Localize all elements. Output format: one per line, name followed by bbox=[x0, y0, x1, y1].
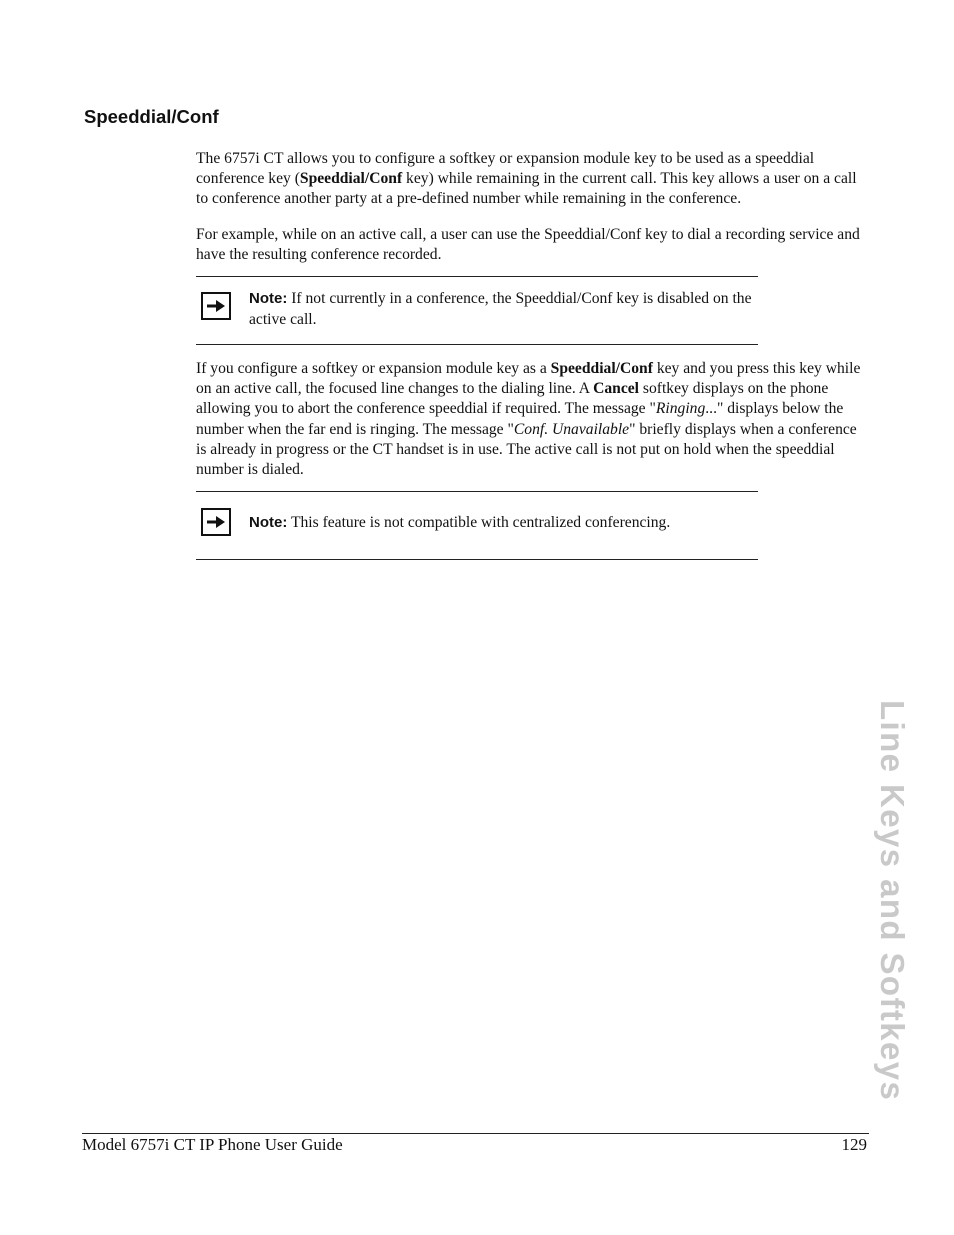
note-2-text bbox=[249, 513, 759, 534]
intro-text-b: key) while remaining in the current call. This key allows a user on a call to conference another party at a pre-defined number while remaining in the conference. bbox=[196, 170, 857, 208]
intro-text-a: The 6757i CT allows you to configure a softkey or expansion module key to be used as a speeddial conference key ( bbox=[196, 150, 815, 188]
note-2-label: Note: bbox=[249, 514, 288, 531]
behavior-bold-key: Speeddial/Conf bbox=[550, 360, 653, 377]
note-box-2 bbox=[196, 491, 758, 560]
footer-divider bbox=[82, 1133, 869, 1134]
note-1-label: Note: bbox=[249, 290, 288, 307]
behavior-text-3: softkey displays on the phone allowing you to abort the conference speeddial if required. The message " bbox=[196, 380, 829, 418]
behavior-text-2: key and you press this key while on an active call, the focused line changes to the dialing line. A bbox=[196, 360, 861, 398]
section-heading: Speeddial/Conf bbox=[84, 106, 219, 127]
example-paragraph: For example, while on an active call, a user can use the Speeddial/Conf key to dial a recording service and have the resulting conference recorded. bbox=[196, 226, 860, 264]
behavior-paragraph bbox=[196, 359, 870, 480]
arrow-right-icon bbox=[201, 292, 231, 320]
behavior-bold-cancel: Cancel bbox=[593, 380, 639, 398]
note-1-text bbox=[249, 289, 759, 331]
arrow-right-icon bbox=[201, 508, 231, 536]
footer-page-number: 129 bbox=[841, 1135, 867, 1154]
note-2-body: This feature is not compatible with centralized conferencing. bbox=[287, 514, 671, 531]
behavior-text-5: " briefly displays when a conference is already in progress or the CT handset is in use. The active call is not put on hold when the speeddial number is dialed. bbox=[196, 420, 857, 479]
chapter-side-tab-label: Line Keys and Softkeys bbox=[874, 700, 911, 1102]
note-1-body: If not currently in a conference, the Speeddial/Conf key is disabled on the active call. bbox=[249, 290, 752, 328]
behavior-italic-ringing: Ringing bbox=[655, 400, 706, 418]
behavior-text-4: ..." displays below the number when the far end is ringing. The message " bbox=[196, 400, 844, 438]
footer-guide-title: Model 6757i CT IP Phone User Guide bbox=[82, 1135, 343, 1154]
behavior-italic-unavailable: Conf. Unavailable bbox=[513, 420, 630, 438]
chapter-side-tab bbox=[842, 700, 932, 1110]
behavior-text-1: If you configure a softkey or expansion module key as a bbox=[196, 360, 551, 377]
note-box-1 bbox=[196, 276, 758, 345]
intro-bold-key: Speeddial/Conf bbox=[299, 170, 403, 188]
intro-paragraph bbox=[196, 149, 870, 210]
